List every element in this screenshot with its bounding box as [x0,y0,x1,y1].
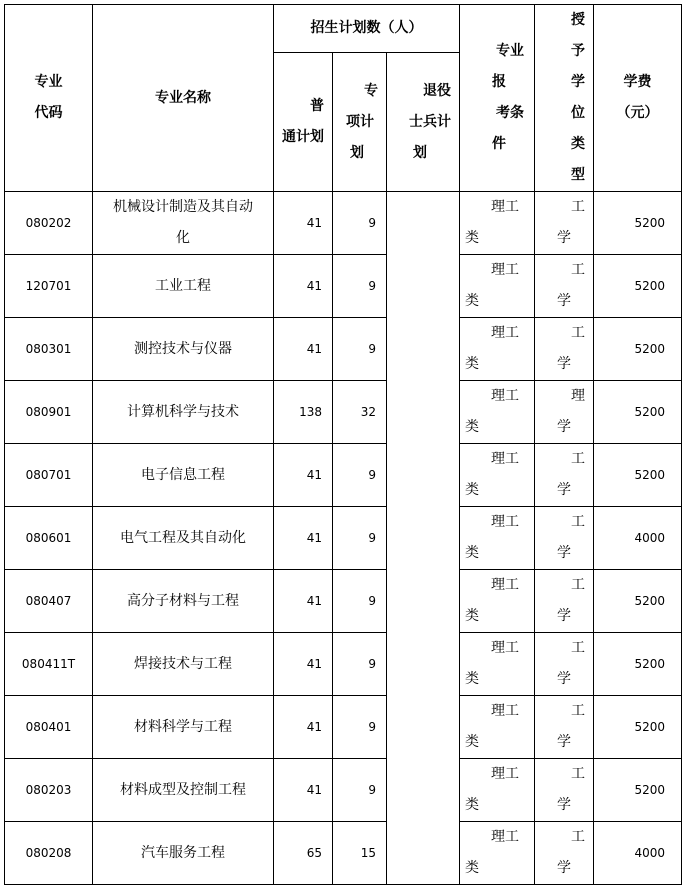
header-name: 专业名称 [93,5,274,192]
major-code: 080901 [5,381,93,444]
table-row [5,696,682,759]
major-code: 080601 [5,507,93,570]
major-name: 计算机科学与技术 [93,381,274,444]
special-plan: 9 [333,759,387,822]
tuition-fee: 5200 [594,696,682,759]
exam-condition: 理工 类 [460,633,535,696]
major-code: 080202 [5,192,93,255]
exam-condition: 理工 类 [460,507,535,570]
header-general-plan: 普 通计划 [274,53,333,192]
major-name: 测控技术与仪器 [93,318,274,381]
tuition-fee: 5200 [594,633,682,696]
table-row [5,759,682,822]
special-plan: 32 [333,381,387,444]
table-row [5,318,682,381]
exam-condition: 理工 类 [460,255,535,318]
general-plan: 41 [274,507,333,570]
table-row [5,507,682,570]
degree-type: 工 学 [535,822,594,885]
table-row [5,822,682,885]
header-plan-group: 招生计划数（人） [274,5,460,53]
major-name: 工业工程 [93,255,274,318]
general-plan: 41 [274,444,333,507]
major-code: 080208 [5,822,93,885]
major-name: 电子信息工程 [93,444,274,507]
general-plan: 41 [274,759,333,822]
header-fee: 学费 （元） [594,5,682,192]
table-row [5,444,682,507]
tuition-fee: 5200 [594,381,682,444]
tuition-fee: 5200 [594,318,682,381]
degree-type: 工 学 [535,318,594,381]
degree-type: 工 学 [535,696,594,759]
special-plan: 9 [333,507,387,570]
tuition-fee: 5200 [594,192,682,255]
tuition-fee: 4000 [594,507,682,570]
exam-condition: 理工 类 [460,570,535,633]
special-plan: 9 [333,696,387,759]
general-plan: 41 [274,255,333,318]
exam-condition: 理工 类 [460,318,535,381]
exam-condition: 理工 类 [460,192,535,255]
major-name: 高分子材料与工程 [93,570,274,633]
special-plan: 9 [333,570,387,633]
header-veteran-plan: 退役 士兵计 划 [387,53,460,192]
tuition-fee: 5200 [594,255,682,318]
degree-type: 工 学 [535,192,594,255]
degree-type: 工 学 [535,255,594,318]
special-plan: 9 [333,255,387,318]
tuition-fee: 5200 [594,570,682,633]
tuition-fee: 5200 [594,759,682,822]
major-code: 120701 [5,255,93,318]
major-code: 080701 [5,444,93,507]
general-plan: 65 [274,822,333,885]
major-name: 汽车服务工程 [93,822,274,885]
header-special-plan: 专 项计 划 [333,53,387,192]
table-row [5,255,682,318]
header-code: 专业 代码 [5,5,93,192]
special-plan: 9 [333,192,387,255]
exam-condition: 理工 类 [460,444,535,507]
major-code: 080407 [5,570,93,633]
general-plan: 41 [274,696,333,759]
major-name: 电气工程及其自动化 [93,507,274,570]
general-plan: 41 [274,570,333,633]
degree-type: 工 学 [535,759,594,822]
major-code: 080411T [5,633,93,696]
major-name: 材料科学与工程 [93,696,274,759]
major-code: 080401 [5,696,93,759]
general-plan: 41 [274,318,333,381]
general-plan: 138 [274,381,333,444]
special-plan: 9 [333,318,387,381]
tuition-fee: 4000 [594,822,682,885]
degree-type: 工 学 [535,570,594,633]
tuition-fee: 5200 [594,444,682,507]
general-plan: 41 [274,192,333,255]
special-plan: 9 [333,444,387,507]
table-row [5,633,682,696]
header-row-top [5,5,682,53]
degree-type: 工 学 [535,633,594,696]
table-row [5,381,682,444]
exam-condition: 理工 类 [460,822,535,885]
exam-condition: 理工 类 [460,381,535,444]
enrollment-plan-table [4,4,682,885]
header-degree-type: 授 予 学 位 类 型 [535,5,594,192]
degree-type: 工 学 [535,507,594,570]
table-row [5,192,682,255]
header-condition: 专业 报 考条 件 [460,5,535,192]
degree-type: 工 学 [535,444,594,507]
table-row [5,570,682,633]
major-code: 080203 [5,759,93,822]
general-plan: 41 [274,633,333,696]
major-name: 机械设计制造及其自动化 [93,192,274,255]
special-plan: 9 [333,633,387,696]
major-name: 材料成型及控制工程 [93,759,274,822]
exam-condition: 理工 类 [460,759,535,822]
major-code: 080301 [5,318,93,381]
degree-type: 理 学 [535,381,594,444]
special-plan: 15 [333,822,387,885]
veteran-plan-merged [387,192,460,885]
exam-condition: 理工 类 [460,696,535,759]
major-name: 焊接技术与工程 [93,633,274,696]
